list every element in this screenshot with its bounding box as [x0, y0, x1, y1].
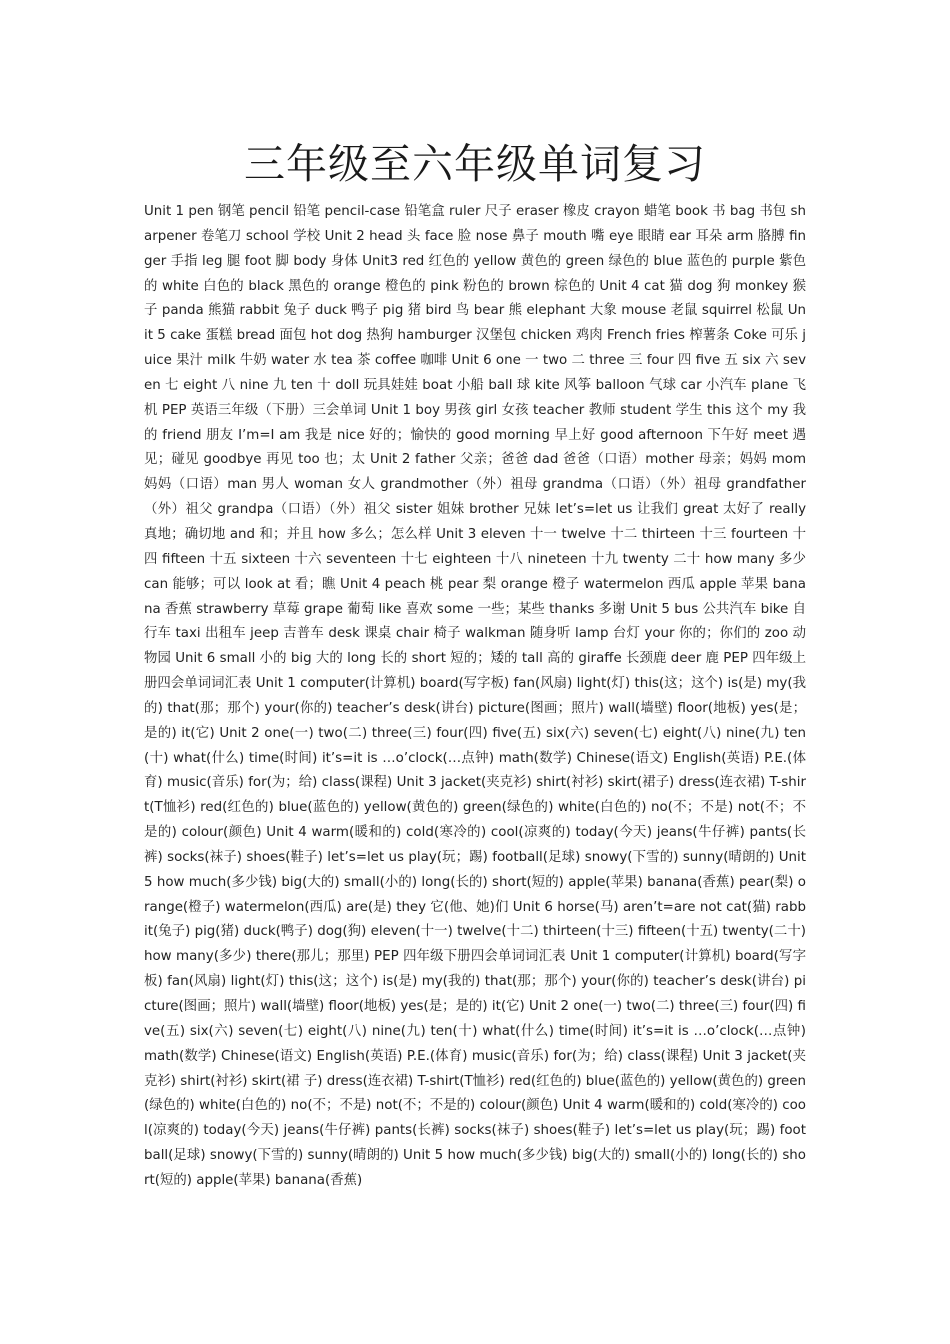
document-body-text: Unit 1 pen 钢笔 pencil 铅笔 pencil-case 铅笔盒 ruler 尺子 eraser 橡皮 crayon 蜡笔 book 书 bag 书包 sharpener 卷笔刀 school 学校 Unit 2 head 头 face 脸 nose 鼻子 mouth 嘴 eye 眼睛 ear 耳朵 arm 胳膊 finger 手指 leg 腿 foot 脚 body 身体 Unit3 red 红色的 yellow 黄色的 green 绿色的 blue 蓝色的 purple 紫色的 white 白色的 black 黑色的 orange 橙色的 pink 粉色的 brown 棕色的 Unit 4 cat 猫 dog 狗 monkey 猴子 panda 熊猫 rabbit 兔子 duck 鸭子 pig 猪 bird 鸟 bear 熊 elephant 大象 mouse 老鼠 squirrel 松鼠 Unit 5 cake 蛋糕 bread 面包 hot dog 热狗 hamburger 汉堡包 chicken 鸡肉 French fries 榨薯条 Coke 可乐 juice 果汁 milk 牛奶 water 水 tea 茶 coffee 咖啡 Unit 6 one 一 two 二 three 三 four 四 five 五 six 六 seven 七 eight 八 nine 九 ten 十 doll 玩具娃娃 boat 小船 ball 球 kite 风筝 balloon 气球 car 小汽车 plane 飞机 PEP 英语三年级（下册）三会单词 Unit 1 boy 男孩 girl 女孩 teacher 教师 student 学生 this 这个 my 我的 friend 朋友 I’m=I am 我是 nice 好的；愉快的 good morning 早上好 good afternoon 下午好 meet 遇见；碰见 goodbye 再见 too 也；太 Unit 2 father 父亲；爸爸 dad 爸爸（口语）mother 母亲；妈妈 mom 妈妈（口语）man 男人 woman 女人 grandmother（外）祖母 grandma（口语）（外）祖母 grandfather（外）祖父 grandpa（口语）（外）祖父 sister 姐妹 brother 兄妹 let’s=let us 让我们 great 太好了 really 真地；确切地 and 和；并且 how 多么；怎么样 Unit 3 eleven 十一 twelve 十二 thirteen 十三 fourteen 十四 fifteen 十五 sixteen 十六 seventeen 十七 eighteen 十八 nineteen 十九 twenty 二十 how many 多少 can 能够；可以 look at 看；瞧 Unit 4 peach 桃 pear 梨 orange 橙子 watermelon 西瓜 apple 苹果 banana 香蕉 strawberry 草莓 grape 葡萄 like 喜欢 some 一些；某些 thanks 多谢 Unit 5 bus 公共汽车 bike 自行车 taxi 出租车 jeep 吉普车 desk 课桌 chair 椅子 walkman 随身听 lamp 台灯 your 你的；你们的 zoo 动物园 Unit 6 small 小的 big 大的 long 长的 short 短的；矮的 tall 高的 giraffe 长颈鹿 deer 鹿 PEP 四年级上册四会单词词汇表 Unit 1 computer(计算机) board(写字板) fan(风扇) light(灯) this(这；这个) is(是) my(我的) that(那；那个) your(你的) teacher’s desk(讲台) picture(图画；照片) wall(墙壁) floor(地板) yes(是；是的) it(它) Unit 2 one(一) two(二) three(三) four(四) five(五) six(六) seven(七) eight(八) nine(九) ten(十) what(什么) time(时间) it’s=it is …o’clock(…点钟) math(数学) Chinese(语文) English(英语) P.E.(体育) music(音乐) for(为；给) class(课程) Unit 3 jacket(夹克衫) shirt(衬衫) skirt(裙子) dress(连衣裙) T-shirt(T恤衫) red(红色的) blue(蓝色的) yellow(黄色的) green(绿色的) white(白色的) no(不；不是) not(不；不是的) colour(颜色) Unit 4 warm(暖和的) cold(寒冷的) cool(凉爽的) today(今天) jeans(牛仔裤) pants(长裤) socks(袜子) shoes(鞋子) let’s=let us play(玩；踢) football(足球) snowy(下雪的) sunny(晴朗的) Unit 5 how much(多少钱) big(大的) small(小的) long(长的) short(短的) apple(苹果) banana(香蕉) pear(梨) orange(橙子) watermelon(西瓜) are(是) they 它(他、她)们 Unit 6 horse(马) aren’t=are not cat(猫) rabbit(兔子) pig(猪) duck(鸭子) dog(狗) eleven(十一) twelve(十二) thirteen(十三) fifteen(十五) twenty(二十) how many(多少) there(那儿；那里) PEP 四年级下册四会单词词汇表 Unit 1 computer(计算机) board(写字板) fan(风扇) light(灯) this(这；这个) is(是) my(我的) that(那；那个) your(你的) teacher’s desk(讲台) picture(图画；照片) wall(墙壁) floor(地板) yes(是；是的) it(它) Unit 2 one(一) two(二) three(三) four(四) five(五) six(六) seven(七) eight(八) nine(九) ten(十) what(什么) time(时间) it’s=it is …o’clock(…点钟) math(数学) Chinese(语文) English(英语) P.E.(体育) music(音乐) for(为；给) class(课程) Unit 3 jacket(夹克衫) shirt(衬衫) skirt(裙 子) dress(连衣裙) T-shirt(T恤衫) red(红色的) blue(蓝色的) yellow(黄色的) green(绿色的) white(白色的) no(不；不是) not(不；不是的) colour(颜色) Unit 4 warm(暖和的) cold(寒冷的) cool(凉爽的) today(今天) jeans(牛仔裤) pants(长裤) socks(袜子) shoes(鞋子) let’s=let us play(玩；踢) football(足球) snowy(下雪的) sunny(晴朗的) Unit 5 how much(多少钱) big(大的) small(小的) long(长的) short(短的) apple(苹果) banana(香蕉): [144, 204, 806, 1188]
document-title: 三年级至六年级单词复习: [244, 140, 706, 188]
